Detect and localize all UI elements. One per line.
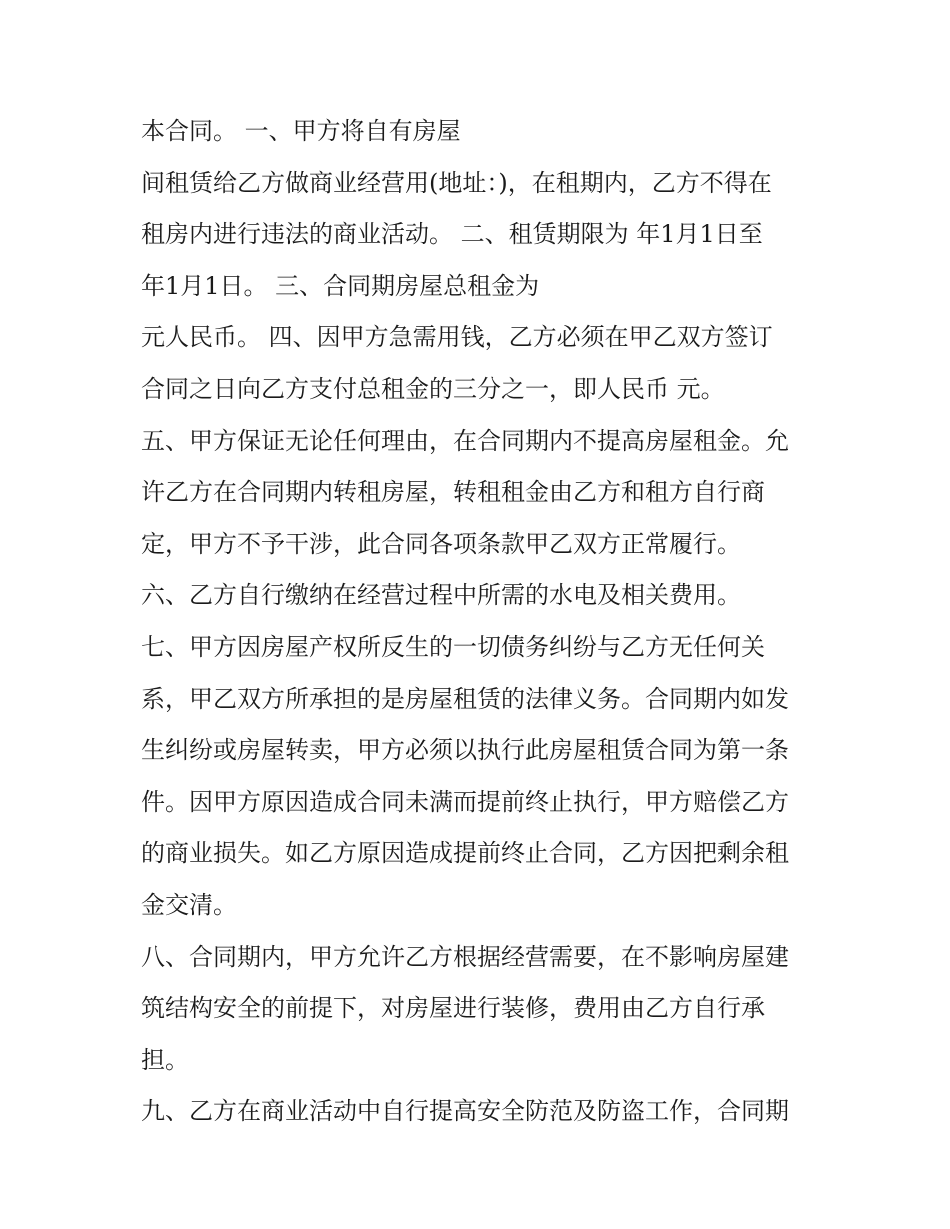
text-line: 七、甲方因房屋产权所反生的一切债务纠纷与乙方无任何关 [141,632,765,661]
text-line: 八、合同期内，甲方允许乙方根据经营需要，在不影响房屋建 [141,942,789,971]
text-line: 担。 [141,1045,189,1074]
text-line: 系，甲乙双方所承担的是房屋租赁的法律义务。合同期内如发 [141,684,789,713]
text-line: 生纠纷或房屋转卖，甲方必须以执行此房屋租赁合同为第一条 [141,736,789,765]
text-line: 筑结构安全的前提下，对房屋进行装修，费用由乙方自行承 [141,994,765,1023]
text-line: 租房内进行违法的商业活动。 二、租赁期限为 年1月1日至 [141,220,763,249]
text-line: 件。因甲方原因造成合同未满而提前终止执行，甲方赔偿乙方 [141,787,789,816]
text-line: 九、乙方在商业活动中自行提高安全防范及防盗工作，合同期 [141,1097,789,1126]
text-line: 金交清。 [141,890,237,919]
text-line: 合同之日向乙方支付总租金的三分之一，即人民币 元。 [141,374,725,403]
text-line: 六、乙方自行缴纳在经营过程中所需的水电及相关费用。 [141,581,741,610]
text-line: 的商业损失。如乙方原因造成提前终止合同，乙方因把剩余租 [141,839,789,868]
text-line: 元人民币。 四、因甲方急需用钱，乙方必须在甲乙双方签订 [141,323,773,352]
text-line: 定，甲方不予干涉，此合同各项条款甲乙双方正常履行。 [141,529,741,558]
contract-text [141,106,831,1138]
text-line: 许乙方在合同期内转租房屋，转租租金由乙方和租方自行商 [141,478,765,507]
text-line: 本合同。 一、甲方将自有房屋 [141,117,461,145]
text-line: 年1月1日。 三、合同期房屋总租金为 [141,271,540,300]
text-line: 间租赁给乙方做商业经营用(地址：)，在租期内，乙方不得在 [141,168,772,197]
text-line: 五、甲方保证无论任何理由，在合同期内不提高房屋租金。允 [141,426,789,455]
